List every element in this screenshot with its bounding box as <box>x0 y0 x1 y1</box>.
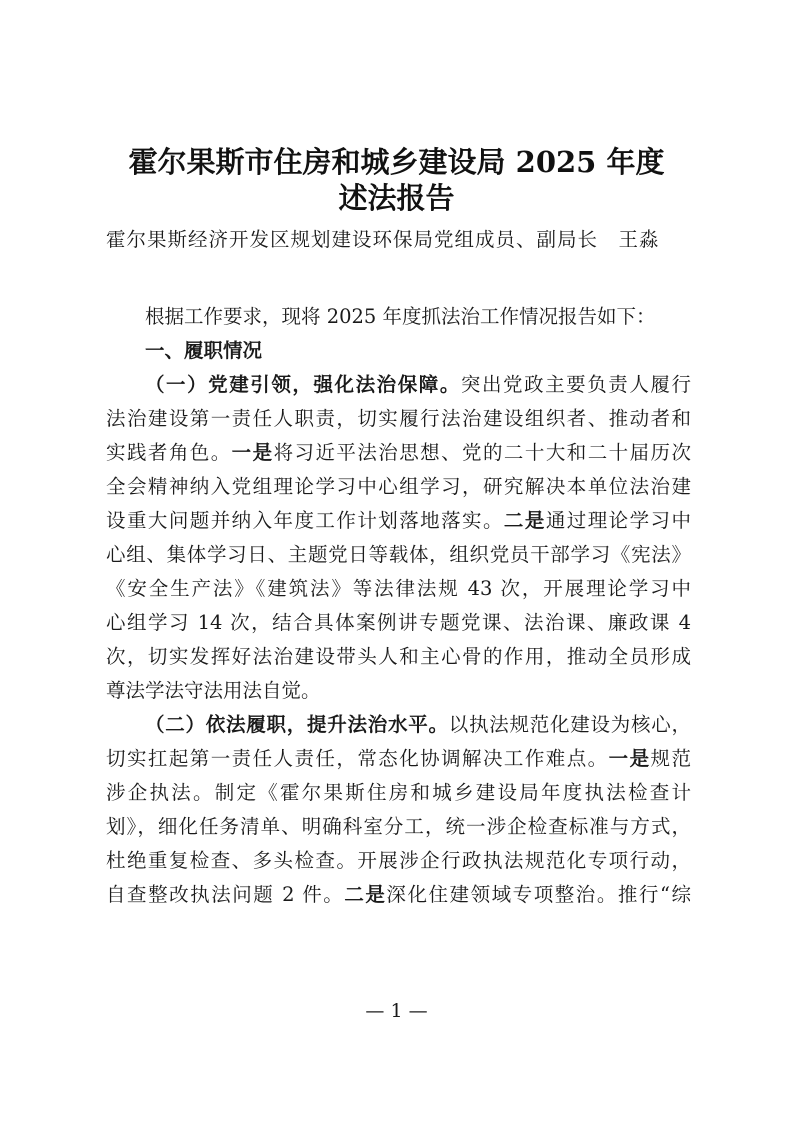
text-line <box>106 504 691 538</box>
text-line: 次，切实发挥好法治建设带头人和主心骨的作用，推动全员形成 <box>106 645 691 668</box>
text-span: 实践者角色。 <box>106 441 232 464</box>
text-span: 切实扛起第一责任人责任，常态化协调解决工作难点。 <box>106 747 609 770</box>
text-span: 突出党政主要负责人履行 <box>460 373 691 396</box>
text-span: 将习近平法治思想、党的二十大和二十届历次 <box>273 441 691 464</box>
text-span: 以执法规范化建设为核心， <box>448 713 691 736</box>
paragraph-2 <box>106 708 691 912</box>
paragraph-1 <box>106 368 691 708</box>
text-line: 《安全生产法》《建筑法》等法律法规 43 次，开展理论学习中 <box>106 577 691 600</box>
text-span: 通过理论学习中 <box>545 509 691 532</box>
text-span: 设重大问题并纳入年度工作计划落地落实。 <box>106 509 504 532</box>
text-line: 法治建设第一责任人职责，切实履行法治建设组织者、推动者和 <box>106 407 691 430</box>
paragraph-heading: （二）依法履职，提升法治水平。 <box>145 713 449 736</box>
document-title-line2: 述法报告 <box>338 181 455 215</box>
document-body <box>106 300 691 912</box>
text-line: 涉企执法。制定《霍尔果斯住房和城乡建设局年度执法检查计 <box>106 781 691 804</box>
text-span: 自查整改执法问题 2 件。 <box>106 883 345 906</box>
author-line: 霍尔果斯经济开发区规划建设环保局党组成员、副局长 王淼 <box>106 228 660 251</box>
text-line: 心组学习 14 次，结合具体案例讲专题党课、法治课、廉政课 4 <box>106 611 691 634</box>
emphasis: 二是 <box>503 509 546 532</box>
text-line <box>106 742 691 776</box>
text-span: 深化住建领域专项整治。推行“综 <box>386 883 691 906</box>
text-line: 全会精神纳入党组理论学习中心组学习，研究解决本单位法治建 <box>106 475 691 498</box>
text-line: 划》，细化任务清单、明确科室分工，统一涉企检查标准与方式， <box>106 815 691 838</box>
document-title-line1: 霍尔果斯市住房和城乡建设局 2025 年度 <box>128 145 665 179</box>
section-heading: 一、履职情况 <box>145 339 263 362</box>
text-line <box>106 368 691 402</box>
text-line <box>106 878 691 912</box>
emphasis: 二是 <box>344 883 387 906</box>
intro-paragraph: 根据工作要求，现将 2025 年度抓法治工作情况报告如下： <box>145 305 656 328</box>
text-line <box>106 436 691 470</box>
text-span: 规范 <box>650 747 691 770</box>
text-line: 尊法学法守法用法自觉。 <box>106 679 321 702</box>
text-line: 心组、集体学习日、主题党日等载体，组织党员干部学习《宪法》 <box>106 543 691 566</box>
paragraph-heading: （一）党建引领，强化法治保障。 <box>145 373 461 396</box>
page-number: — 1 — <box>365 1000 428 1022</box>
text-line: 杜绝重复检查、多头检查。开展涉企行政执法规范化专项行动， <box>106 849 691 872</box>
emphasis: 一是 <box>231 441 274 464</box>
emphasis: 一是 <box>608 747 651 770</box>
text-line <box>106 708 691 742</box>
